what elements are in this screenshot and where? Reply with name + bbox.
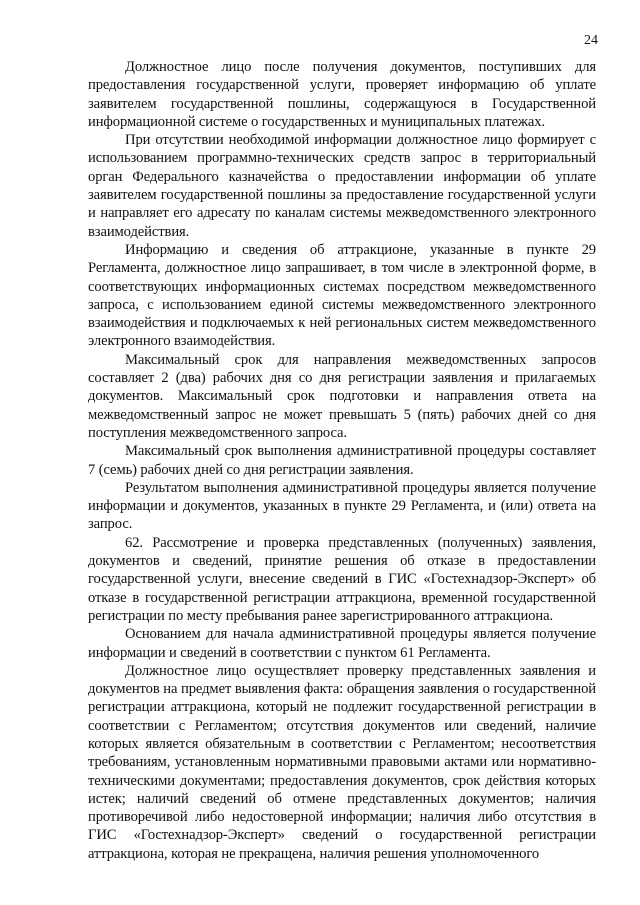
paragraph: Результатом выполнения административной процедуры является получение информации и документов, указанных в пункте 29 Регламента, и (или) ответа на запрос.	[88, 479, 596, 533]
document-body	[88, 58, 596, 863]
paragraph: Максимальный срок для направления межведомственных запросов составляет 2 (два) рабочих дня со дня регистрации заявления и прилагаемых документов. Максимальный срок подготовки и направления ответа на межведомственный запрос не может превышать 5 (пять) рабочих дней со дня поступления межведомственного запроса.	[88, 351, 596, 441]
page-number: 24	[584, 33, 598, 48]
paragraph: 62. Рассмотрение и проверка представленных (полученных) заявления, документов и сведений, принятие решения об отказе в предоставлении государственной услуги, внесение сведений в ГИС «Гостехнадзор-Эксперт» об отказе в государственной регистрации аттракциона, временной государственной регистрации по месту пребывания ранее зарегистрированного аттракциона.	[88, 534, 596, 624]
paragraph: Информацию и сведения об аттракционе, указанные в пункте 29 Регламента, должностное лицо запрашивает, в том числе в электронной форме, в соответствующих информационных системах посредством межведомственного запроса, с использованием единой системы межведомственного электронного взаимодействия и подключаемых к ней региональных систем межведомственного электронного взаимодействия.	[88, 241, 596, 350]
paragraph: Основанием для начала административной процедуры является получение информации и сведений в соответствии с пунктом 61 Регламента.	[88, 626, 596, 661]
paragraph: Должностное лицо осуществляет проверку представленных заявления и документов на предмет выявления факта: обращения заявления о государственной регистрации аттракциона, который не подлежит государственной регистрации в соответствии с Регламентом; отсутствия документов или сведений, наличие которых является обязательным в соответствии с Регламентом; несоответствия требованиям, установленным нормативными правовыми актами или нормативно-техническими документами; предоставления документов, срок действия которых истек; наличий сведений об отмене представленных документов; наличия противоречивой либо недостоверной информации; наличия либо отсутствия в ГИС «Гостехнадзор-Эксперт» сведений о государственной регистрации аттракциона, которая не прекращена, наличия решения уполномоченного	[88, 662, 596, 862]
paragraph: При отсутствии необходимой информации должностное лицо формирует с использованием программно-технических средств запрос в территориальный орган Федерального казначейства о предоставлении информации об уплате заявителем государственной пошлины за предоставление государственной услуги и направляет его адресату по каналам системы межведомственного электронного взаимодействия.	[88, 132, 596, 240]
paragraph: Должностное лицо после получения документов, поступивших для предоставления государственной услуги, проверяет информацию об уплате заявителем государственной пошлины, содержащуюся в Государственной информационной системе о государственных и муниципальных платежах.	[88, 59, 596, 130]
paragraph: Максимальный срок выполнения административной процедуры составляет 7 (семь) рабочих дней со дня регистрации заявления.	[88, 443, 596, 478]
